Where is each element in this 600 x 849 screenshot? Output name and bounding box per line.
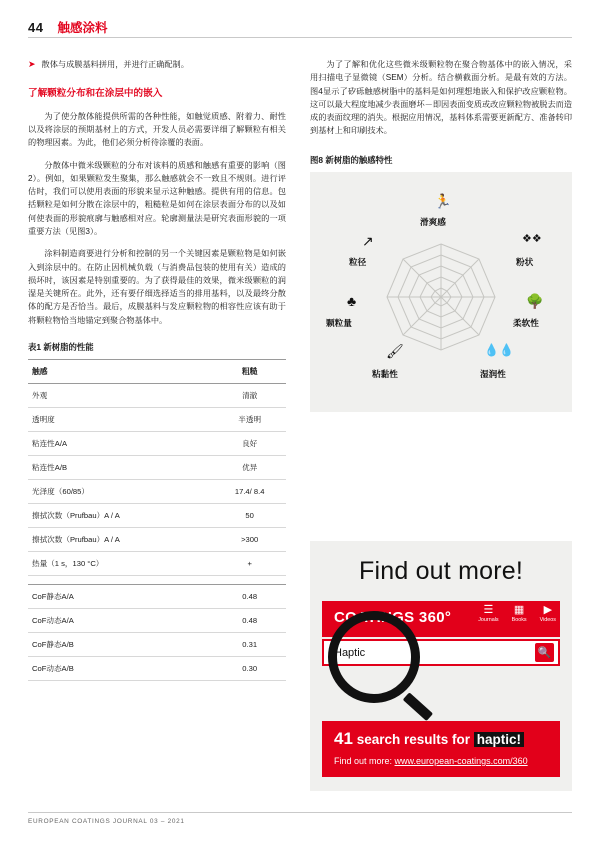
nav-item-videos[interactable] [540,605,556,623]
radar-label-powder: 粉状 [516,256,534,267]
page-number: 44 [28,20,44,35]
slip-icon: 🏃 [434,192,452,209]
table-cell-label: CoF动态A/B [28,656,213,680]
footer-divider [28,812,572,813]
promo-url-line[interactable] [334,756,550,766]
result-count: 41 [334,729,353,748]
right-column [310,58,572,412]
paragraph-right-1: 为了了解和优化这些微米级颗粒物在聚合物基体中的嵌入情况，采用扫描电子显微镜（SEM）分析。结合横截面分析。是最有效的方法。图4显示了矽砾触感树脂中的基料是如何理想地嵌入和保护改应颗粒物。这可以最大程度地减少表面磨坏－即因表面变质或改应颗粒物被脱去而造成的表面纹理的消失。根据应用情况，基料体系需要更新配方、准备转印到基材上和印刷技术。 [310,60,573,136]
table-row [28,383,286,407]
table-cell-value: 半透明 [213,407,286,431]
table-header-col1: 触感 [28,359,213,383]
paragraph-2: 分散体中微米级颗粒的分布对该料的质感和触感有重要的影响（图2）。例如，如果颗粒发生聚集，那么触感就会不一致且不规则。进行评估时，我们可以使用表面的形貌来显示这种触感。提供有用的信息。包括颗粒是如何分散在涂层中的，粗糙粒是如何在涂层表面分布的以及如何使表面的形貌痕廓与触感相对应。轮廓测量法是研究表面形貌的一项重要方法（见图3）。 [28,160,286,236]
footer-text: EUROPEAN COATINGS JOURNAL 03 – 2021 [28,818,185,825]
powder-icon: ❖❖ [522,232,542,245]
paragraph-3: 涂料制造商要进行分析和控制的另一个关键因素是颗粒物是如何嵌入到涂层中的。在防止因机械负载（与消费品包装的使用有关）造成的损坏时，该因素是特别重要的。为了获得最佳的效果，微米级颗粒的润湿是关键所在。此外，还有要仔细选择适当的排用基料，以及最终分散体的配方是否恰当。最后，成膜基料与发应颗粒物的相容性应该有助于将颗粒物恰当地锚定到聚合物基体中。 [28,249,286,325]
table-row [28,503,286,527]
nav-label-videos: Videos [539,617,556,623]
table-cell-value: 0.31 [213,632,286,656]
wet-icon: 💧💧 [484,342,514,357]
table-row [28,656,286,680]
promo-results-line [334,729,550,749]
figure-caption: 图8 新树脂的触感特性 [310,154,393,165]
table-cell-value: 0.48 [213,608,286,632]
books-icon: ▦ [513,604,525,616]
table-cell-label: CoF静态A/A [28,584,213,608]
promo-box [310,541,572,791]
search-input[interactable]: Haptic [334,646,366,659]
promo-nav[interactable] [478,605,556,623]
header-divider [28,37,572,38]
bullet-text: 散体与成膜基料拼用，并进行正确配制。 [41,60,189,69]
table-header-row [28,359,286,383]
table-cell-value: 0.30 [213,656,286,680]
radar-label-particle-amount: 颗粒量 [326,317,352,328]
table-cell-value: 清澈 [213,383,286,407]
journals-icon: ☰ [483,604,494,616]
table-cell-label: CoF静态A/B [28,632,213,656]
promo-url[interactable]: www.european-coatings.com/360 [394,756,528,766]
section-title: 触感涂料 [57,21,108,35]
table-cell-value: 50 [213,503,286,527]
search-icon[interactable]: 🔍 [535,643,554,662]
table-cell-label: 外观 [28,383,213,407]
table-spacer-row [28,575,286,584]
result-keyword: haptic! [474,732,524,747]
magnifier-lens [328,611,420,703]
table-cell-value: 0.48 [213,584,286,608]
bullet-paragraph [28,58,286,71]
radar-label-slip: 滑爽感 [420,216,446,227]
bullet-icon: ➤ [28,59,36,69]
table-row [28,455,286,479]
left-column [28,58,286,681]
result-text-before: search results for [356,732,470,747]
table-cell-label: 透明度 [28,407,213,431]
table-cell-label: 光泽度（60/85） [28,479,213,503]
nav-item-journals[interactable] [478,605,498,623]
table-header-col2: 粗糙 [213,359,286,383]
table-cell-value: 优异 [213,455,286,479]
find-out-more-label: Find out more: [334,756,393,766]
promo-brand-label: COATINGS 360° [334,609,452,626]
promo-results [322,721,560,777]
table-row [28,584,286,608]
videos-icon: ▶ [543,604,553,616]
table-cell-label: 热量（1 s，130 °C） [28,551,213,575]
radar-label-wet: 湿润性 [480,368,506,379]
particle-size-icon: ↗ [362,232,374,249]
table-cell-value: >300 [213,527,286,551]
subsection-heading: 了解颗粒分布和在涂层中的嵌入 [28,88,163,100]
table-cell-label: 粘连性A/A [28,431,213,455]
performance-table [28,359,286,681]
radar-label-particle-size: 粒径 [349,256,367,267]
magnifier-handle [403,692,433,721]
promo-title: Find out more! [359,557,523,585]
radar-label-soft: 柔软性 [513,317,539,328]
table-caption: 表1 新树脂的性能 [28,341,94,352]
table-row [28,608,286,632]
table-cell-label: 擦拭次数（Prufbau）A / A [28,527,213,551]
table-row [28,479,286,503]
magnifier-icon [328,611,440,723]
table-cell-label: CoF动态A/A [28,608,213,632]
radar-label-tack: 粘黏性 [372,368,398,379]
paragraph-1: 为了使分散体能提供所需的各种性能，如触觉质感、附着力、耐性以及将涂层的预期基材上的方式，开发人员必需要详细了解颗粒有相关的物理因素。为此，他们必须分析待涂覆的表面。 [28,111,286,148]
table-row [28,407,286,431]
table-row [28,632,286,656]
tack-icon: 🖌 [386,342,404,359]
table-cell-value: 良好 [213,431,286,455]
table-cell-value: 17.4/ 8.4 [213,479,286,503]
page-header [28,18,107,36]
table-row [28,431,286,455]
table-row [28,551,286,575]
table-row [28,527,286,551]
soft-icon: 🌳 [526,292,544,309]
nav-item-books[interactable] [512,605,527,623]
nav-label-journals: Journals [478,617,499,623]
table-cell-label: 粘连性A/B [28,455,213,479]
nav-label-books: Books [511,617,527,623]
particle-amount-icon: ♣ [347,292,357,309]
table-cell-value: + [213,551,286,575]
table-cell-label: 擦拭次数（Prufbau）A / A [28,503,213,527]
radar-chart [310,172,572,412]
